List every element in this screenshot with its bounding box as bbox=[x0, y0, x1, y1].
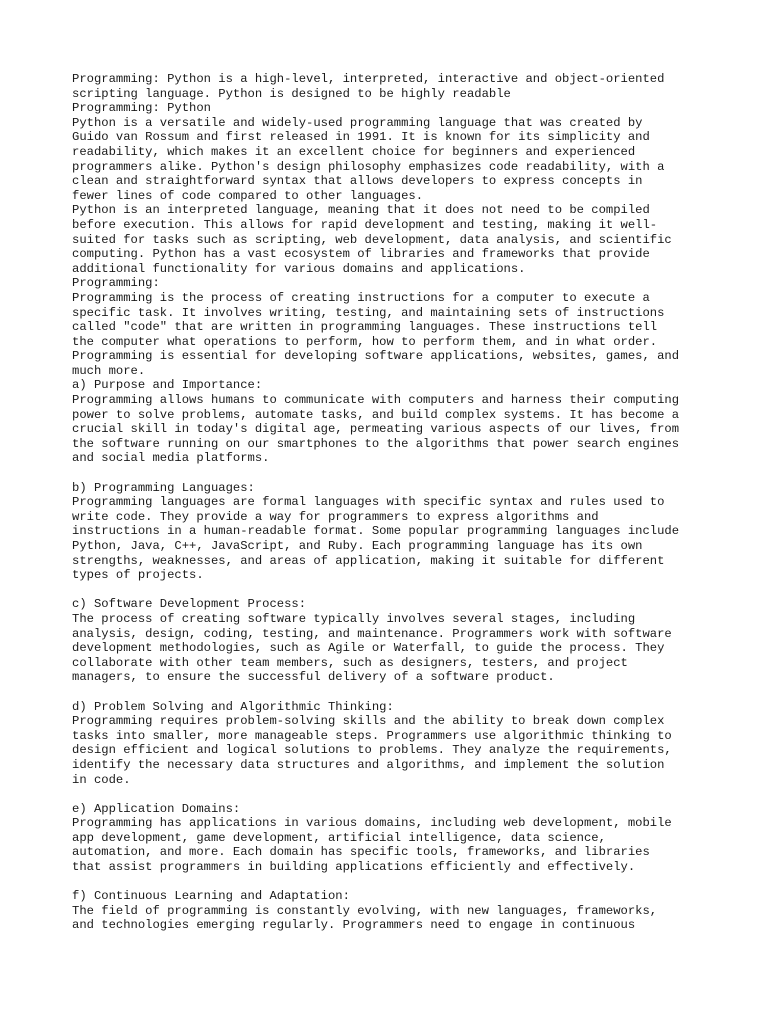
text-line: write code. They provide a way for programmers to express algorithms and bbox=[72, 509, 599, 524]
text-line: app development, game development, artificial intelligence, data science, bbox=[72, 830, 606, 845]
blank-line bbox=[72, 787, 712, 802]
text-line: strengths, weaknesses, and areas of application, making it suitable for different bbox=[72, 553, 665, 568]
text-line: identify the necessary data structures and algorithms, and implement the solution bbox=[72, 757, 665, 772]
text-line: c) Software Development Process: bbox=[72, 597, 307, 612]
text-line: that assist programmers in building applications efficiently and effectively. bbox=[72, 860, 636, 875]
text-line: Programming allows humans to communicate with computers and harness their computing bbox=[72, 393, 680, 408]
text-line: Python is an interpreted language, meaning that it does not need to be compiled bbox=[72, 203, 650, 218]
document-body bbox=[72, 72, 712, 933]
text-line: instructions in a human-readable format. Some popular programming languages include bbox=[72, 524, 680, 539]
text-line: power to solve problems, automate tasks, and build complex systems. It has become a bbox=[72, 407, 680, 422]
text-line: before execution. This allows for rapid development and testing, making it well- bbox=[72, 217, 658, 232]
text-line: design efficient and logical solutions to problems. They analyze the requirements, bbox=[72, 743, 672, 758]
text-line: computing. Python has a vast ecosystem of libraries and frameworks that provide bbox=[72, 247, 650, 262]
text-line: crucial skill in today's digital age, permeating various aspects of our lives, from bbox=[72, 422, 680, 437]
text-line: Python is a versatile and widely-used programming language that was created by bbox=[72, 115, 643, 130]
text-line: Python, Java, C++, JavaScript, and Ruby. Each programming language has its own bbox=[72, 539, 643, 553]
text-line: f) Continuous Learning and Adaptation: bbox=[72, 889, 350, 904]
text-line: readability, which makes it an excellent choice for beginners and experienced bbox=[72, 144, 636, 159]
text-line: the software running on our smartphones to the algorithms that power search engines bbox=[72, 436, 680, 451]
text-line: managers, to ensure the successful delivery of a software product. bbox=[72, 670, 555, 685]
blank-line bbox=[72, 685, 712, 700]
blank-line bbox=[72, 466, 712, 481]
text-line: Programming requires problem-solving skills and the ability to break down complex bbox=[72, 714, 665, 729]
text-line: Programming is essential for developing software applications, websites, games, and bbox=[72, 349, 680, 364]
text-line: The field of programming is constantly evolving, with new languages, frameworks, bbox=[72, 903, 658, 918]
text-line: specific task. It involves writing, testing, and maintaining sets of instructions bbox=[72, 305, 665, 320]
text-line: tasks into smaller, more manageable steps. Programmers use algorithmic thinking to bbox=[72, 728, 672, 743]
text-line: d) Problem Solving and Algorithmic Thinking: bbox=[72, 699, 394, 714]
text-line: and social media platforms. bbox=[72, 451, 270, 466]
text-line: Programming: Python bbox=[72, 101, 211, 116]
text-line: Programming is the process of creating instructions for a computer to execute a bbox=[72, 290, 650, 305]
text-line: programmers alike. Python's design philosophy emphasizes code readability, with a bbox=[72, 159, 665, 174]
text-line: development methodologies, such as Agile or Waterfall, to guide the process. They bbox=[72, 641, 665, 656]
text-line: in code. bbox=[72, 772, 131, 787]
blank-line bbox=[72, 875, 712, 890]
text-line: Guido van Rossum and first released in 1991. It is known for its simplicity and bbox=[72, 130, 650, 145]
text-line: b) Programming Languages: bbox=[72, 480, 255, 495]
text-line: the computer what operations to perform, how to perform them, and in what order. bbox=[72, 334, 658, 349]
text-line: called "code" that are written in programming languages. These instructions tell bbox=[72, 320, 658, 335]
text-line: analysis, design, coding, testing, and maintenance. Programmers work with software bbox=[72, 626, 672, 641]
text-line: Programming has applications in various domains, including web development, mobile bbox=[72, 816, 672, 831]
blank-line bbox=[72, 583, 712, 598]
text-line: Programming languages are formal languages with specific syntax and rules used to bbox=[72, 495, 665, 510]
text-line: suited for tasks such as scripting, web development, data analysis, and scientific bbox=[72, 232, 672, 247]
text-line: Programming: bbox=[72, 276, 160, 291]
text-line: types of projects. bbox=[72, 568, 204, 583]
text-line: scripting language. Python is designed to be highly readable bbox=[72, 86, 511, 101]
text-line: collaborate with other team members, such as designers, testers, and project bbox=[72, 655, 628, 670]
text-line: additional functionality for various domains and applications. bbox=[72, 261, 526, 276]
text-line: fewer lines of code compared to other languages. bbox=[72, 188, 424, 203]
text-line: automation, and more. Each domain has specific tools, frameworks, and libraries bbox=[72, 845, 650, 860]
text-line: clean and straightforward syntax that allows developers to express concepts in bbox=[72, 174, 643, 189]
text-line: a) Purpose and Importance: bbox=[72, 378, 263, 393]
text-line: much more. bbox=[72, 363, 146, 378]
text-line: Programming: Python is a high-level, interpreted, interactive and object-oriented bbox=[72, 72, 665, 86]
text-line: and technologies emerging regularly. Programmers need to engage in continuous bbox=[72, 918, 636, 933]
text-line: The process of creating software typically involves several stages, including bbox=[72, 611, 636, 626]
text-line: e) Application Domains: bbox=[72, 801, 241, 816]
